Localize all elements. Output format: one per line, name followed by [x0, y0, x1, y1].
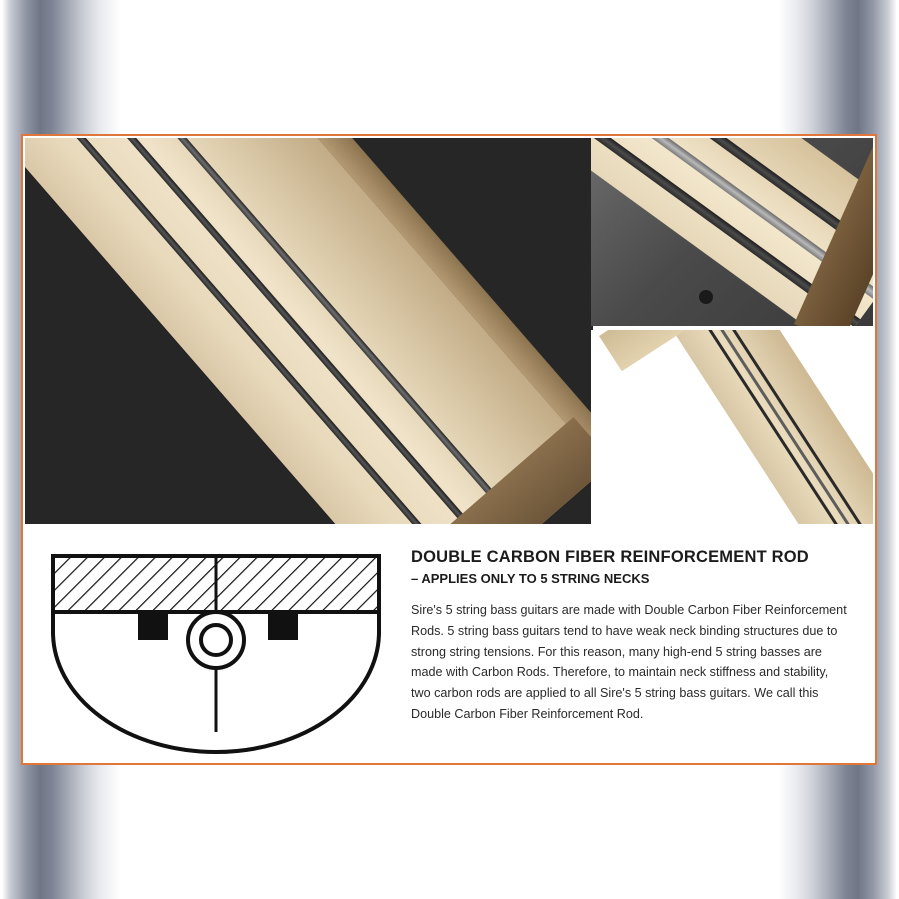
section-title: DOUBLE CARBON FIBER REINFORCEMENT ROD — [411, 548, 809, 566]
photo-maple-neck-white-background — [591, 330, 873, 524]
neck-end-grain — [794, 138, 873, 326]
photo-bass-neck-with-carbon-rods-dark-background — [25, 138, 593, 524]
carbon-rod-1 — [25, 138, 473, 524]
truss-rod-circle-inner — [201, 625, 231, 655]
headstock-small — [599, 330, 687, 371]
carbon-rod-line-1 — [678, 330, 860, 524]
neck-blank-closeup — [591, 138, 873, 326]
truss-rod — [37, 138, 502, 524]
photo-area — [23, 136, 875, 526]
neck-heel — [377, 417, 593, 524]
section-subtitle: – APPLIES ONLY TO 5 STRING NECKS — [411, 571, 650, 586]
neck-body — [653, 330, 873, 524]
content-panel — [21, 134, 877, 765]
neck-illustration — [25, 138, 593, 524]
section-body-text: Sire's 5 string bass guitars are made with Double Carbon Fiber Reinforcement Rods. 5 string bass guitars tend to have weak neck binding structures due to strong string tensions. For this reason, many high-end 5 string basses are made with Carbon Rods. Therefore, to maintain neck stiffness and stability, two carbon rods are applied to all Sire's 5 string bass guitars. We call this Double Carbon Fiber Reinforcement Rod. — [411, 603, 847, 721]
diagram-cell — [23, 526, 405, 763]
truss-rod-access-hole — [699, 290, 713, 304]
photo-carbon-rod-channel-closeup — [591, 138, 873, 326]
neck-side-edge — [146, 138, 593, 469]
text-cell — [405, 526, 875, 763]
lower-section — [23, 526, 875, 763]
carbon-rod-right — [268, 612, 298, 640]
neck-cross-section-diagram — [23, 536, 405, 774]
carbon-rod-left — [138, 612, 168, 640]
